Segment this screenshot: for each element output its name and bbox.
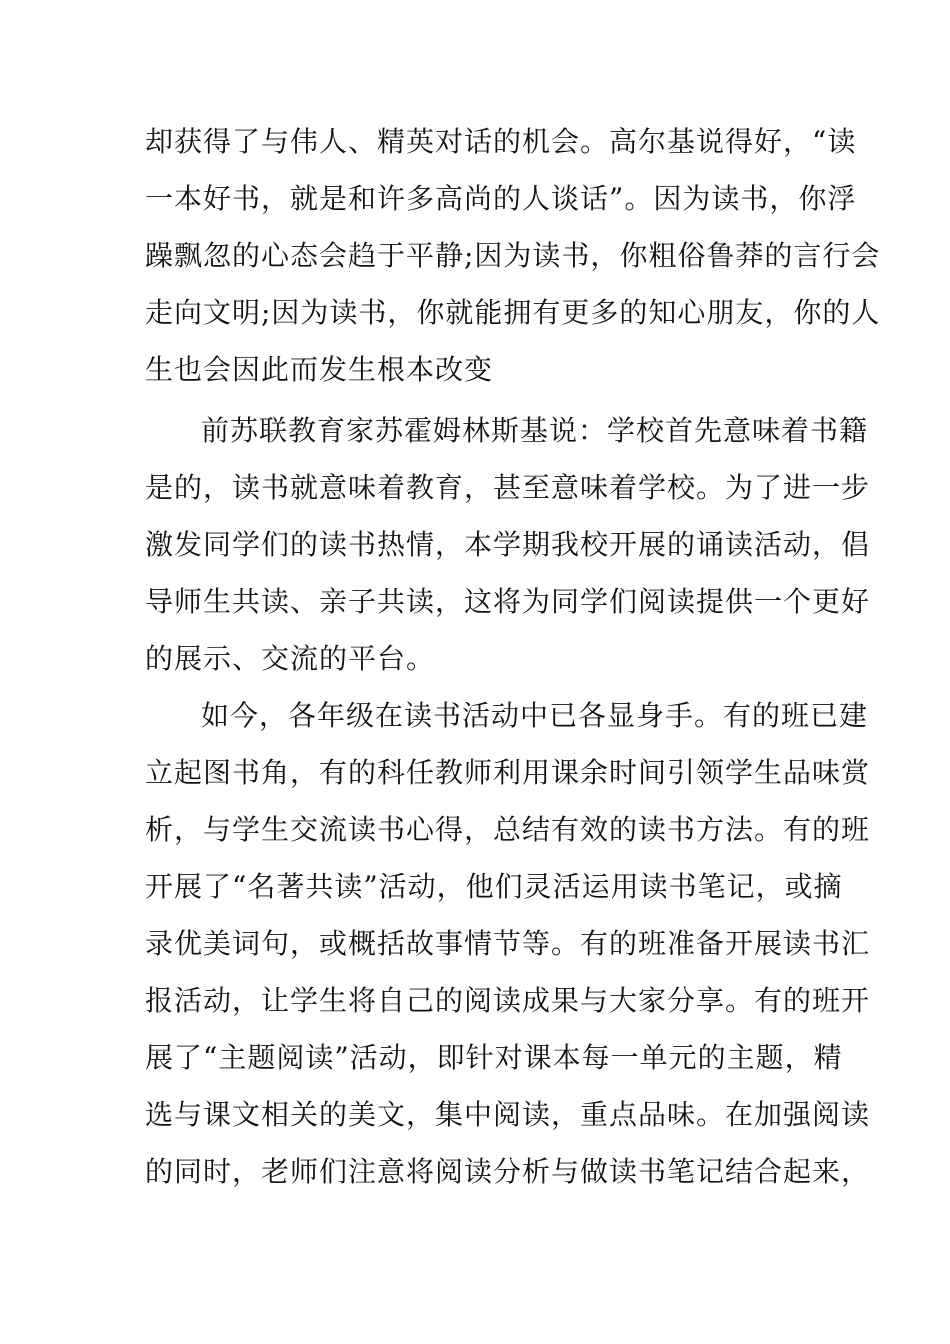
text-line: 却获得了与伟人、精英对话的机会。高尔基说得好，“读 bbox=[145, 125, 857, 158]
text-line: 报活动，让学生将自己的阅读成果与大家分享。有的班开 bbox=[145, 984, 871, 1017]
text-line: 躁飘忽的心态会趋于平静;因为读书，你粗俗鲁莽的言行会 bbox=[145, 239, 881, 272]
text-line: 走向文明;因为读书，你就能拥有更多的知心朋友，你的人 bbox=[145, 296, 881, 329]
text-line: 立起图书角，有的科任教师利用课余时间引领学生品味赏 bbox=[145, 756, 871, 789]
paragraph-first-line: 如今，各年级在读书活动中已各显身手。有的班已建 bbox=[201, 699, 869, 732]
text-line: 生也会因此而发生根本改变 bbox=[145, 353, 494, 386]
text-line: 的同时，老师们注意将阅读分析与做读书笔记结合起来， bbox=[145, 1155, 871, 1188]
text-line: 激发同学们的读书热情，本学期我校开展的诵读活动，倡 bbox=[145, 528, 871, 561]
text-line: 导师生共读、亲子共读，这将为同学们阅读提供一个更好 bbox=[145, 585, 871, 618]
text-line: 一本好书，就是和许多高尚的人谈话”。因为读书，你浮 bbox=[145, 182, 857, 215]
text-line: 开展了“名著共读”活动，他们灵活运用读书笔记，或摘 bbox=[145, 870, 843, 903]
text-line: 录优美词句，或概括故事情节等。有的班准备开展读书汇 bbox=[145, 927, 871, 960]
text-line: 是的，读书就意味着教育，甚至意味着学校。为了进一步 bbox=[145, 471, 871, 504]
text-line: 选与课文相关的美文，集中阅读，重点品味。在加强阅读 bbox=[145, 1098, 871, 1131]
paragraph-first-line: 前苏联教育家苏霍姆林斯基说：学校首先意味着书籍 bbox=[201, 414, 869, 447]
text-line: 的展示、交流的平台。 bbox=[145, 642, 436, 675]
text-line: 展了“主题阅读”活动，即针对课本每一单元的主题，精 bbox=[145, 1041, 843, 1074]
text-line: 析，与学生交流读书心得，总结有效的读书方法。有的班 bbox=[145, 813, 871, 846]
